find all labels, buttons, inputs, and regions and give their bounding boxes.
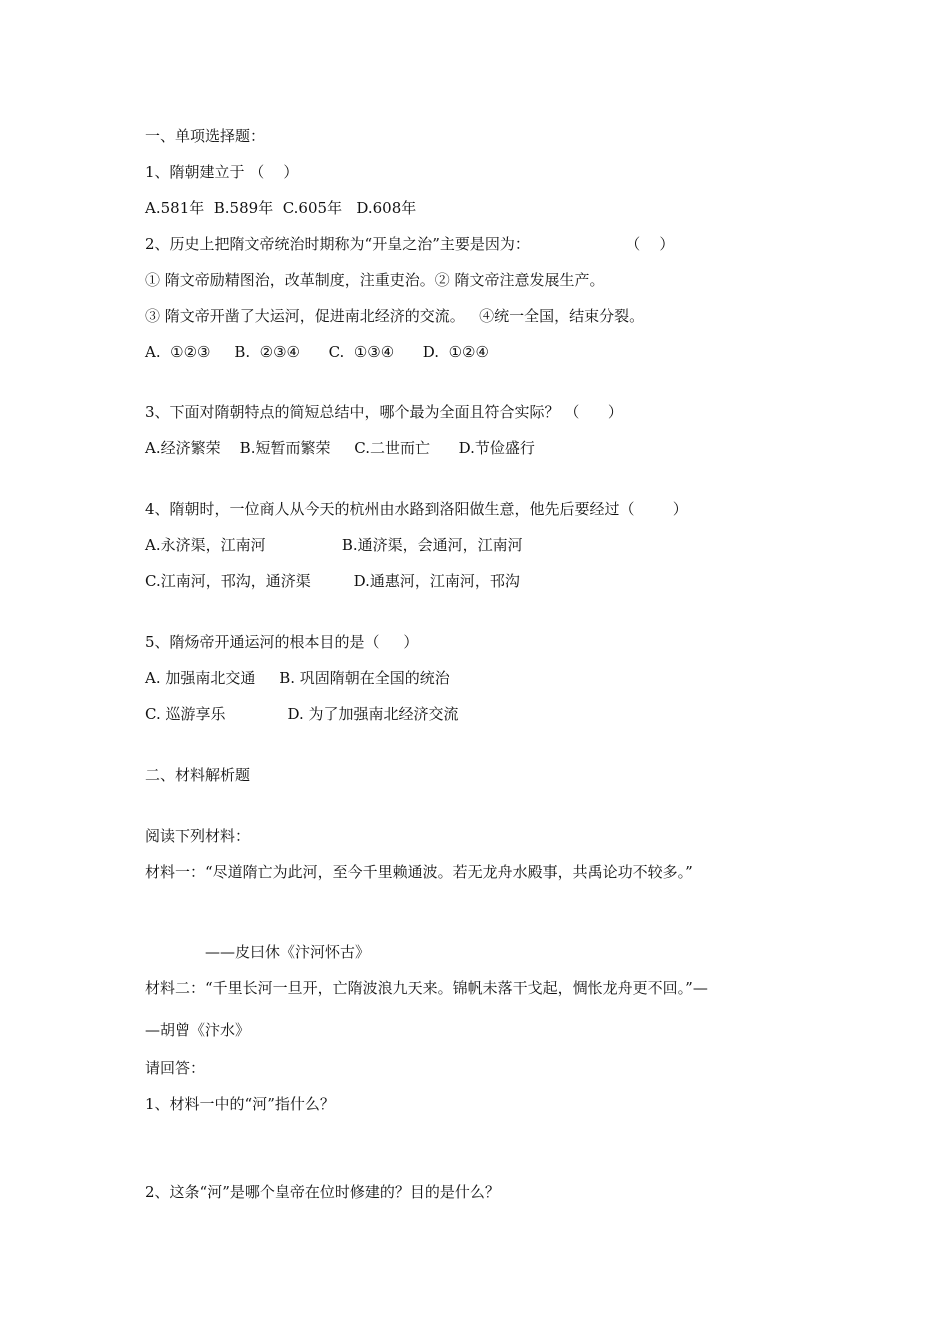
answer-prompt: 请回答： <box>145 1059 206 1077</box>
q5-options-row2: C. 巡游享乐 D. 为了加强南北经济交流 <box>145 705 459 723</box>
material1-text: 材料一：“尽道隋亡为此河，至今千里赖通波。若无龙舟水殿事，共禹论功不较多。” <box>145 863 693 881</box>
material1-source: ——皮曰休《汴河怀古》 <box>205 943 371 961</box>
material2-line2: —胡曾《汴水》 <box>145 1021 251 1039</box>
material2-line1: 材料二：“千里长河一旦开，亡隋波浪九天来。锦帆未落干戈起，惆怅龙舟更不回。”— <box>145 979 708 997</box>
question1: 1、材料一中的“河”指什么？ <box>145 1095 335 1113</box>
q2-stem: 2、历史上把隋文帝统治时期称为“开皇之治”主要是因为： （ ） <box>145 235 675 253</box>
q2-item2: ③ 隋文帝开凿了大运河，促进南北经济的交流。 ④统一全国，结束分裂。 <box>145 307 645 325</box>
reading-intro: 阅读下列材料： <box>145 827 251 845</box>
q1-stem: 1、隋朝建立于 （ ） <box>145 163 299 181</box>
q4-stem: 4、隋朝时，一位商人从今天的杭州由水路到洛阳做生意，他先后要经过（ ） <box>145 500 688 518</box>
question2: 2、这条“河”是哪个皇帝在位时修建的？目的是什么？ <box>145 1183 500 1201</box>
q5-options-row1: A. 加强南北交通 B. 巩固隋朝在全国的统治 <box>145 669 450 687</box>
q3-options: A.经济繁荣 B.短暂而繁荣 C.二世而亡 D.节俭盛行 <box>145 439 535 457</box>
q4-options-row1: A.永济渠，江南河 B.通济渠，会通河，江南河 <box>145 536 523 554</box>
q4-options-row2: C.江南河，邗沟，通济渠 D.通惠河，江南河，邗沟 <box>145 572 520 590</box>
q5-stem: 5、隋炀帝开通运河的根本目的是（ ） <box>145 633 419 651</box>
q3-stem: 3、下面对隋朝特点的简短总结中，哪个最为全面且符合实际？ （ ） <box>145 403 623 421</box>
q2-item1: ① 隋文帝励精图治，改革制度，注重吏治。② 隋文帝注意发展生产。 <box>145 271 605 289</box>
section2-heading: 二、材料解析题 <box>145 766 251 784</box>
section1-heading: 一、单项选择题： <box>145 127 266 145</box>
q2-options: A. ①②③ B. ②③④ C. ①③④ D. ①②④ <box>145 343 489 361</box>
q1-options: A.581年 B.589年 C.605年 D.608年 <box>145 199 417 217</box>
